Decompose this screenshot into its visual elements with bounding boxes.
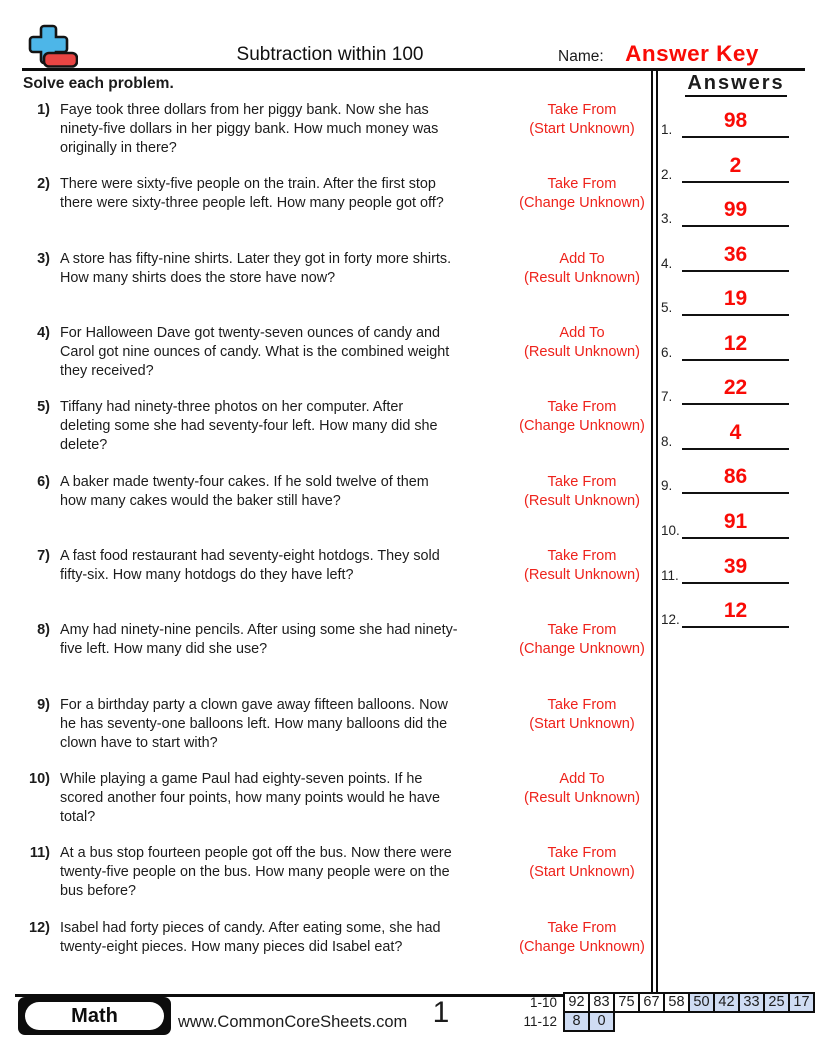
problem-row — [23, 919, 652, 993]
problem-row — [23, 398, 652, 472]
problem-text-line: scored another four points, how many points would he have — [60, 789, 440, 806]
problem-type-label — [512, 324, 652, 362]
problem-text-line: A fast food restaurant had seventy-eight hotdogs. They sold — [60, 547, 440, 564]
problem-text-line: twenty-five people on the bus. How many people were on the — [60, 864, 450, 881]
math-brand-pill — [25, 1002, 164, 1030]
score-row — [490, 992, 815, 1013]
instruction-text: Solve each problem. — [23, 75, 174, 92]
problem-row — [23, 250, 652, 324]
problem-text — [60, 473, 512, 511]
problem-type-line1: Take From — [547, 473, 617, 490]
problem-row — [23, 101, 652, 175]
answer-blank-line — [682, 465, 789, 494]
answer-item — [652, 550, 812, 584]
problem-number: 6) — [37, 473, 50, 490]
answer-blank-line — [682, 510, 789, 539]
header-divider-line — [22, 68, 805, 71]
problem-text-line: For Halloween Dave got twenty-seven ounces of candy and — [60, 324, 440, 341]
answer-key-label: Answer Key — [625, 41, 759, 66]
problem-text-line: At a bus stop fourteen people got off the bus. Now there were — [60, 845, 452, 862]
answer-value: 36 — [723, 242, 748, 266]
problem-type-label — [512, 101, 652, 139]
worksheet-title: Subtraction within 100 — [236, 44, 424, 65]
website-link: www.CommonCoreSheets.com — [178, 1013, 408, 1031]
problem-type-line2: (Start Unknown) — [529, 715, 635, 732]
problem-text — [60, 398, 512, 455]
answer-blank-line — [682, 154, 789, 183]
math-brand-logo — [18, 997, 171, 1035]
problem-text-line: fifty-six. How many hotdogs do they have left? — [60, 566, 354, 583]
problem-text-line: delete? — [60, 437, 108, 454]
score-cell: 50 — [688, 992, 715, 1013]
name-label: Name: — [558, 48, 604, 65]
answer-blank-line — [682, 421, 789, 450]
problem-text-line: A baker made twenty-four cakes. If he sold twelve of them — [60, 473, 429, 490]
problem-type-line1: Add To — [559, 770, 605, 787]
answer-value: 4 — [729, 420, 742, 444]
problem-type-line2: (Change Unknown) — [519, 195, 645, 212]
problem-text-line: Isabel had forty pieces of candy. After eating some, she had — [60, 919, 441, 936]
answer-number: 11. — [661, 567, 679, 583]
answer-number: 5. — [661, 300, 673, 316]
problem-number: 12) — [29, 919, 50, 936]
problem-type-line2: (Start Unknown) — [529, 121, 635, 137]
problem-type-line2: (Result Unknown) — [524, 789, 640, 806]
problem-text-line: they received? — [60, 362, 154, 379]
answer-number: 12. — [661, 612, 680, 628]
answer-value: 91 — [723, 509, 748, 533]
problem-number: 1) — [37, 102, 50, 118]
problem-text — [60, 770, 512, 827]
answer-blank-line — [682, 243, 789, 272]
problem-text-line: total? — [60, 808, 96, 825]
problem-type-line2: (Result Unknown) — [524, 492, 640, 509]
problem-type-label — [512, 250, 652, 288]
problem-text-line: Amy had ninety-nine pencils. After using some she had ninety- — [60, 622, 458, 639]
score-row — [490, 1011, 815, 1032]
answer-value: 12 — [723, 331, 748, 355]
problem-type-line2: (Change Unknown) — [519, 418, 645, 435]
answer-item — [652, 594, 812, 628]
problem-type-line1: Take From — [547, 399, 617, 416]
problem-number: 2) — [37, 176, 50, 193]
answer-blank-line — [682, 599, 789, 628]
problem-row — [23, 844, 652, 918]
problem-type-line2: (Change Unknown) — [519, 641, 645, 658]
problem-type-line1: Take From — [547, 919, 617, 936]
problem-number: 3) — [37, 250, 50, 267]
score-cell: 67 — [638, 992, 665, 1013]
problem-type-label — [512, 696, 652, 734]
problem-type-label — [512, 919, 652, 957]
answer-number: 6. — [661, 344, 673, 360]
problem-number: 10) — [29, 770, 50, 787]
problem-type-line1: Take From — [547, 622, 617, 639]
score-cell: 25 — [763, 992, 790, 1013]
score-row-label: 1-10 — [529, 995, 557, 1010]
answers-panel-title: Answers — [660, 72, 812, 95]
score-cell: 83 — [588, 992, 615, 1013]
answer-value: 19 — [723, 287, 748, 311]
answer-value: 98 — [723, 109, 748, 132]
math-brand-label: Math — [71, 1004, 118, 1027]
score-cell: 17 — [788, 992, 815, 1013]
plus-minus-logo — [12, 12, 78, 75]
problem-type-line1: Take From — [547, 547, 617, 564]
problem-type-line2: (Result Unknown) — [524, 343, 640, 360]
problem-type-line2: (Change Unknown) — [519, 938, 645, 955]
problem-type-line2: (Start Unknown) — [529, 864, 635, 881]
answer-item — [652, 371, 812, 405]
problem-number: 11) — [29, 845, 50, 862]
problem-type-label — [512, 398, 652, 436]
problem-text-line: ninety-five dollars in her piggy bank. How much money was — [60, 121, 439, 137]
page-number: 1 — [432, 996, 450, 1029]
answer-blank-line — [682, 198, 789, 227]
problem-type-line1: Take From — [547, 176, 617, 193]
answer-item — [652, 238, 812, 272]
answer-number: 4. — [661, 255, 673, 271]
problems-list — [23, 101, 652, 993]
problem-number: 7) — [37, 547, 50, 564]
answer-item — [652, 282, 812, 316]
score-table — [490, 992, 815, 1032]
problem-text-line: how many cakes would the baker still have? — [60, 492, 341, 509]
problem-text — [60, 101, 512, 158]
answer-number: 1. — [661, 122, 673, 137]
answer-value: 99 — [723, 198, 748, 222]
problem-text-line: clown have to start with? — [60, 734, 218, 751]
problem-type-line2: (Result Unknown) — [524, 269, 640, 286]
answer-number: 7. — [661, 389, 673, 405]
problem-row — [23, 473, 652, 547]
problem-text — [60, 175, 512, 213]
problem-text — [60, 324, 512, 381]
problem-text — [60, 919, 512, 957]
problem-row — [23, 547, 652, 621]
problem-row — [23, 175, 652, 249]
score-row-label: 11-12 — [523, 1014, 557, 1029]
problem-text-line: deleting some she had seventy-four left. How many did she — [60, 418, 438, 435]
problem-text-line: How many shirts does the store have now? — [60, 269, 336, 286]
answer-number: 9. — [661, 478, 673, 494]
answer-number: 10. — [661, 522, 680, 538]
score-cell: 0 — [588, 1011, 615, 1032]
score-cell: 92 — [563, 992, 590, 1013]
problem-text-line: For a birthday party a clown gave away fifteen balloons. Now — [60, 696, 448, 713]
problem-text — [60, 250, 512, 288]
problem-text-line: Faye took three dollars from her piggy bank. Now she has — [60, 102, 429, 118]
problem-text-line: five left. How many did she use? — [60, 641, 268, 658]
answer-blank-line — [682, 332, 789, 361]
problem-text-line: bus before? — [60, 883, 137, 900]
answer-value: 39 — [723, 554, 748, 578]
problem-row — [23, 621, 652, 695]
problem-type-label — [512, 547, 652, 585]
answer-value: 86 — [723, 465, 748, 489]
problem-text-line: A store has fifty-nine shirts. Later they got in forty more shirts. — [60, 250, 452, 267]
problem-type-line1: Take From — [547, 845, 617, 862]
answer-item — [652, 149, 812, 183]
answer-item — [652, 104, 812, 138]
problem-type-label — [512, 175, 652, 213]
problem-text — [60, 547, 512, 585]
problem-type-line1: Add To — [559, 250, 605, 267]
problem-text — [60, 844, 512, 901]
problem-type-label — [512, 844, 652, 882]
problem-row — [23, 770, 652, 844]
answer-blank-line — [682, 376, 789, 405]
problem-text-line: twenty-eight pieces. How many pieces did Isabel eat? — [60, 938, 403, 955]
answer-value: 2 — [729, 153, 742, 177]
problem-text-line: While playing a game Paul had eighty-seven points. If he — [60, 770, 423, 787]
problem-type-line1: Take From — [547, 696, 617, 713]
answer-item — [652, 416, 812, 450]
answer-blank-line — [682, 287, 789, 316]
answer-item — [652, 193, 812, 227]
answer-blank-line — [682, 109, 789, 138]
answer-item — [652, 505, 812, 539]
answer-number: 2. — [661, 166, 673, 182]
problem-type-line2: (Result Unknown) — [524, 566, 640, 583]
problem-text-line: There were sixty-five people on the train. After the first stop — [60, 176, 436, 193]
problem-text-line: Carol got nine ounces of candy. What is the combined weight — [60, 343, 450, 360]
problem-text-line: there were sixty-three people left. How many people got off? — [60, 195, 444, 212]
problem-type-label — [512, 473, 652, 511]
problem-type-label — [512, 770, 652, 808]
answer-item — [652, 327, 812, 361]
answer-number: 8. — [661, 433, 673, 449]
problem-type-line1: Add To — [559, 324, 605, 341]
score-cell: 33 — [738, 992, 765, 1013]
problem-row — [23, 324, 652, 398]
answer-value: 12 — [723, 599, 748, 623]
problem-type-label — [512, 621, 652, 659]
problem-number: 8) — [37, 622, 50, 639]
problem-text — [60, 621, 512, 659]
problem-number: 5) — [37, 399, 50, 416]
score-cell: 75 — [613, 992, 640, 1013]
problem-number: 9) — [37, 696, 50, 713]
answer-blank-line — [682, 555, 789, 584]
problem-number: 4) — [37, 324, 50, 341]
answer-value: 22 — [723, 376, 748, 400]
problem-text-line: originally in there? — [60, 140, 177, 156]
problem-text-line: he has seventy-one balloons left. How many balloons did the — [60, 715, 448, 732]
problem-text-line: Tiffany had ninety-three photos on her computer. After — [60, 399, 404, 416]
problem-text — [60, 696, 512, 753]
answer-item — [652, 460, 812, 494]
answer-number: 3. — [661, 211, 673, 227]
score-cell: 42 — [713, 992, 740, 1013]
problem-row — [23, 696, 652, 770]
score-cell: 58 — [663, 992, 690, 1013]
problem-type-line1: Take From — [547, 102, 617, 118]
score-cell: 8 — [563, 1011, 590, 1032]
